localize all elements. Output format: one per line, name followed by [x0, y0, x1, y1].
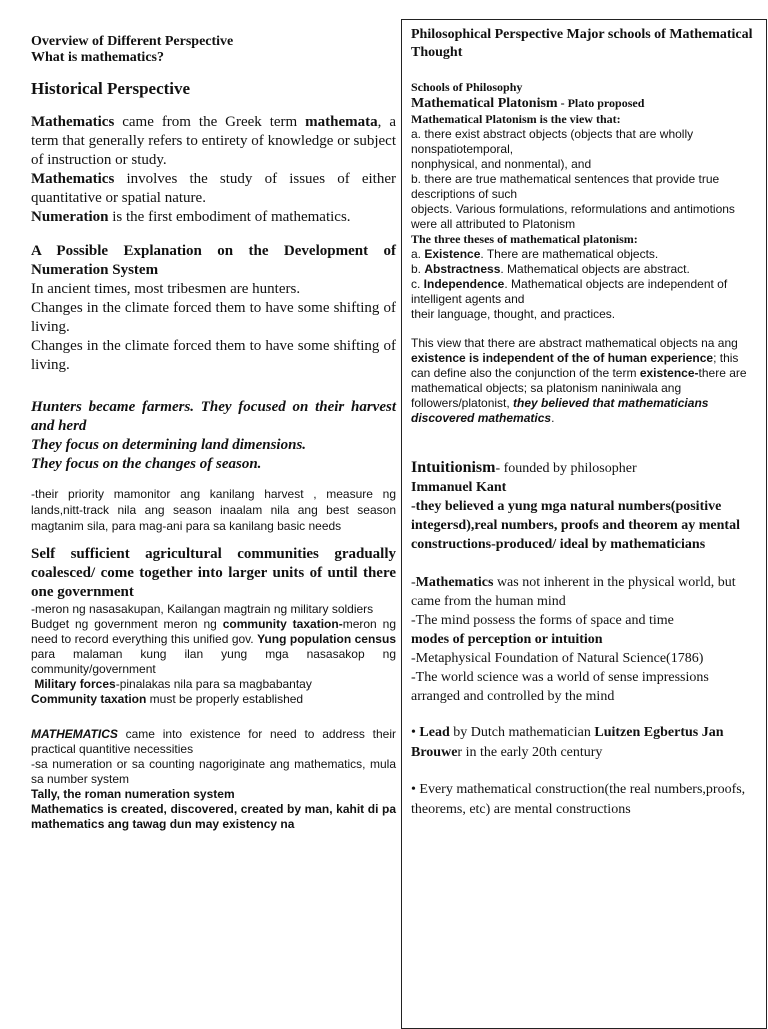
math-came-line: MATHEMATICS came into existence for need to address their practical quantitive necessities [31, 727, 396, 756]
self-sufficient-heading: Self sufficient agricultural communities gradually coalesced/ come together into larger units of until there one government [31, 546, 396, 600]
theses-heading: The three theses of mathematical platonism: [411, 232, 638, 246]
believed-paragraph: -they believed a yung mga natural numbers(positive integersd),real numbers, proofs and theorem ay mental constructions-produced/ ideal by mathematicians [411, 499, 740, 552]
explanation-heading: A Possible Explanation on the Development of Numeration System [31, 243, 396, 278]
paragraph-study: Mathematics involves the study of issues of either quantitative or spatial nature. [31, 171, 396, 206]
mind-possess-line: -The mind possess the forms of space and time [411, 613, 674, 628]
intuitionism-heading: Intuitionism- founded by philosopher [411, 459, 637, 476]
not-inherent-line: -Mathematics was not inherent in the physical world, but came from the human mind [411, 575, 736, 609]
budget-line: Budget ng government meron ng community taxation-meron ng need to record everything this unified gov. Yung population census para malaman kung ilan yung mga nasasakop ng community/government [31, 617, 396, 676]
schools-heading: Schools of Philosophy [411, 80, 523, 94]
view-a2: nonphysical, and nonmental), and [411, 157, 592, 171]
view-b: b. there are true mathematical sentences that provide true descriptions of such [411, 172, 720, 201]
thesis-c2: their language, thought, and practices. [411, 307, 616, 321]
historical-heading: Historical Perspective [31, 79, 191, 98]
lead-line: • Lead by Dutch mathematician Luitzen Egbertus Jan Brouwer in the early 20th century [411, 725, 724, 760]
right-column-box [401, 19, 767, 1029]
hunters-line-2: They focus on determining land dimensions. [31, 437, 307, 453]
modes-line: modes of perception or intuition [411, 632, 603, 647]
kant-line: Immanuel Kant [411, 480, 507, 495]
world-science-line: -The world science was a world of sense impressions arranged and controlled by the mind [411, 670, 709, 704]
numeration-note: -sa numeration or sa counting nagoriginate ang mathematics, mula sa number system [31, 757, 396, 786]
overview-title: Overview of Different Perspective [31, 34, 234, 49]
ancient-line: In ancient times, most tribesmen are hunters. [31, 281, 301, 297]
platonism-view-heading: Mathematical Platonism is the view that: [411, 112, 621, 126]
left-column [31, 34, 396, 832]
hunters-line-1: Hunters became farmers. They focused on their harvest and herd [31, 399, 396, 434]
thesis-c: c. Independence. Mathematical objects are independent of intelligent agents and [411, 277, 728, 306]
climate-line-1: Changes in the climate forced them to have some shifting of living. [31, 300, 396, 335]
view-a: a. there exist abstract objects (objects that are wholly nonspatiotemporal, [411, 127, 694, 156]
hunters-line-3: They focus on the changes of season. [31, 456, 262, 472]
paragraph-numeration: Numeration is the first embodiment of mathematics. [31, 209, 351, 225]
military-line: -meron ng nasasakupan, Kailangan magtrain ng military soldiers [31, 602, 374, 616]
every-construction-line: • Every mathematical construction(the real numbers,proofs, theorems, etc) are mental constructions [411, 782, 746, 817]
created-line: Mathematics is created, discovered, created by man, kahit di pa mathematics ang tawag dun may existency na [31, 802, 396, 831]
climate-line-2: Changes in the climate forced them to have some shifting of living. [31, 338, 396, 373]
view-b2: objects. Various formulations, reformulations and antimotions were all attributed to Platonism [411, 202, 735, 231]
community-taxation-line: Community taxation must be properly established [31, 692, 304, 706]
tally-line: Tally, the roman numeration system [31, 787, 235, 801]
thesis-a: a. Existence. There are mathematical objects. [411, 247, 659, 261]
platonism-view-paragraph: This view that there are abstract mathematical objects na ang existence is independent of the of human experience; this can define also the conjunction of the term existence-there are mathematical objects; sa platonism naniniwala ang followers/platonist, they believed that mathematicians discovered mathematics. [411, 336, 747, 425]
thesis-b: b. Abstractness. Mathematical objects are abstract. [411, 262, 690, 276]
metaphysical-line: -Metaphysical Foundation of Natural Science(1786) [411, 651, 704, 666]
platonism-heading: Mathematical Platonism - Plato proposed [411, 96, 645, 111]
what-is-math-title: What is mathematics? [31, 50, 164, 65]
priority-note: -their priority mamonitor ang kanilang harvest , measure ng lands,nitt-track nila ang season inaalam nila ang best season magtanim sila, para mag-ani para sa kanilang basic needs [31, 487, 396, 533]
military-forces-line: Military forces-pinalakas nila para sa magbabantay [34, 677, 312, 691]
paragraph-mathemata: Mathematics came from the Greek term mathemata, a term that generally refers to entirety of knowledge or subject of instruction or study. [31, 114, 396, 168]
philosophical-title: Philosophical Perspective Major schools of Mathematical Thought [411, 27, 753, 60]
